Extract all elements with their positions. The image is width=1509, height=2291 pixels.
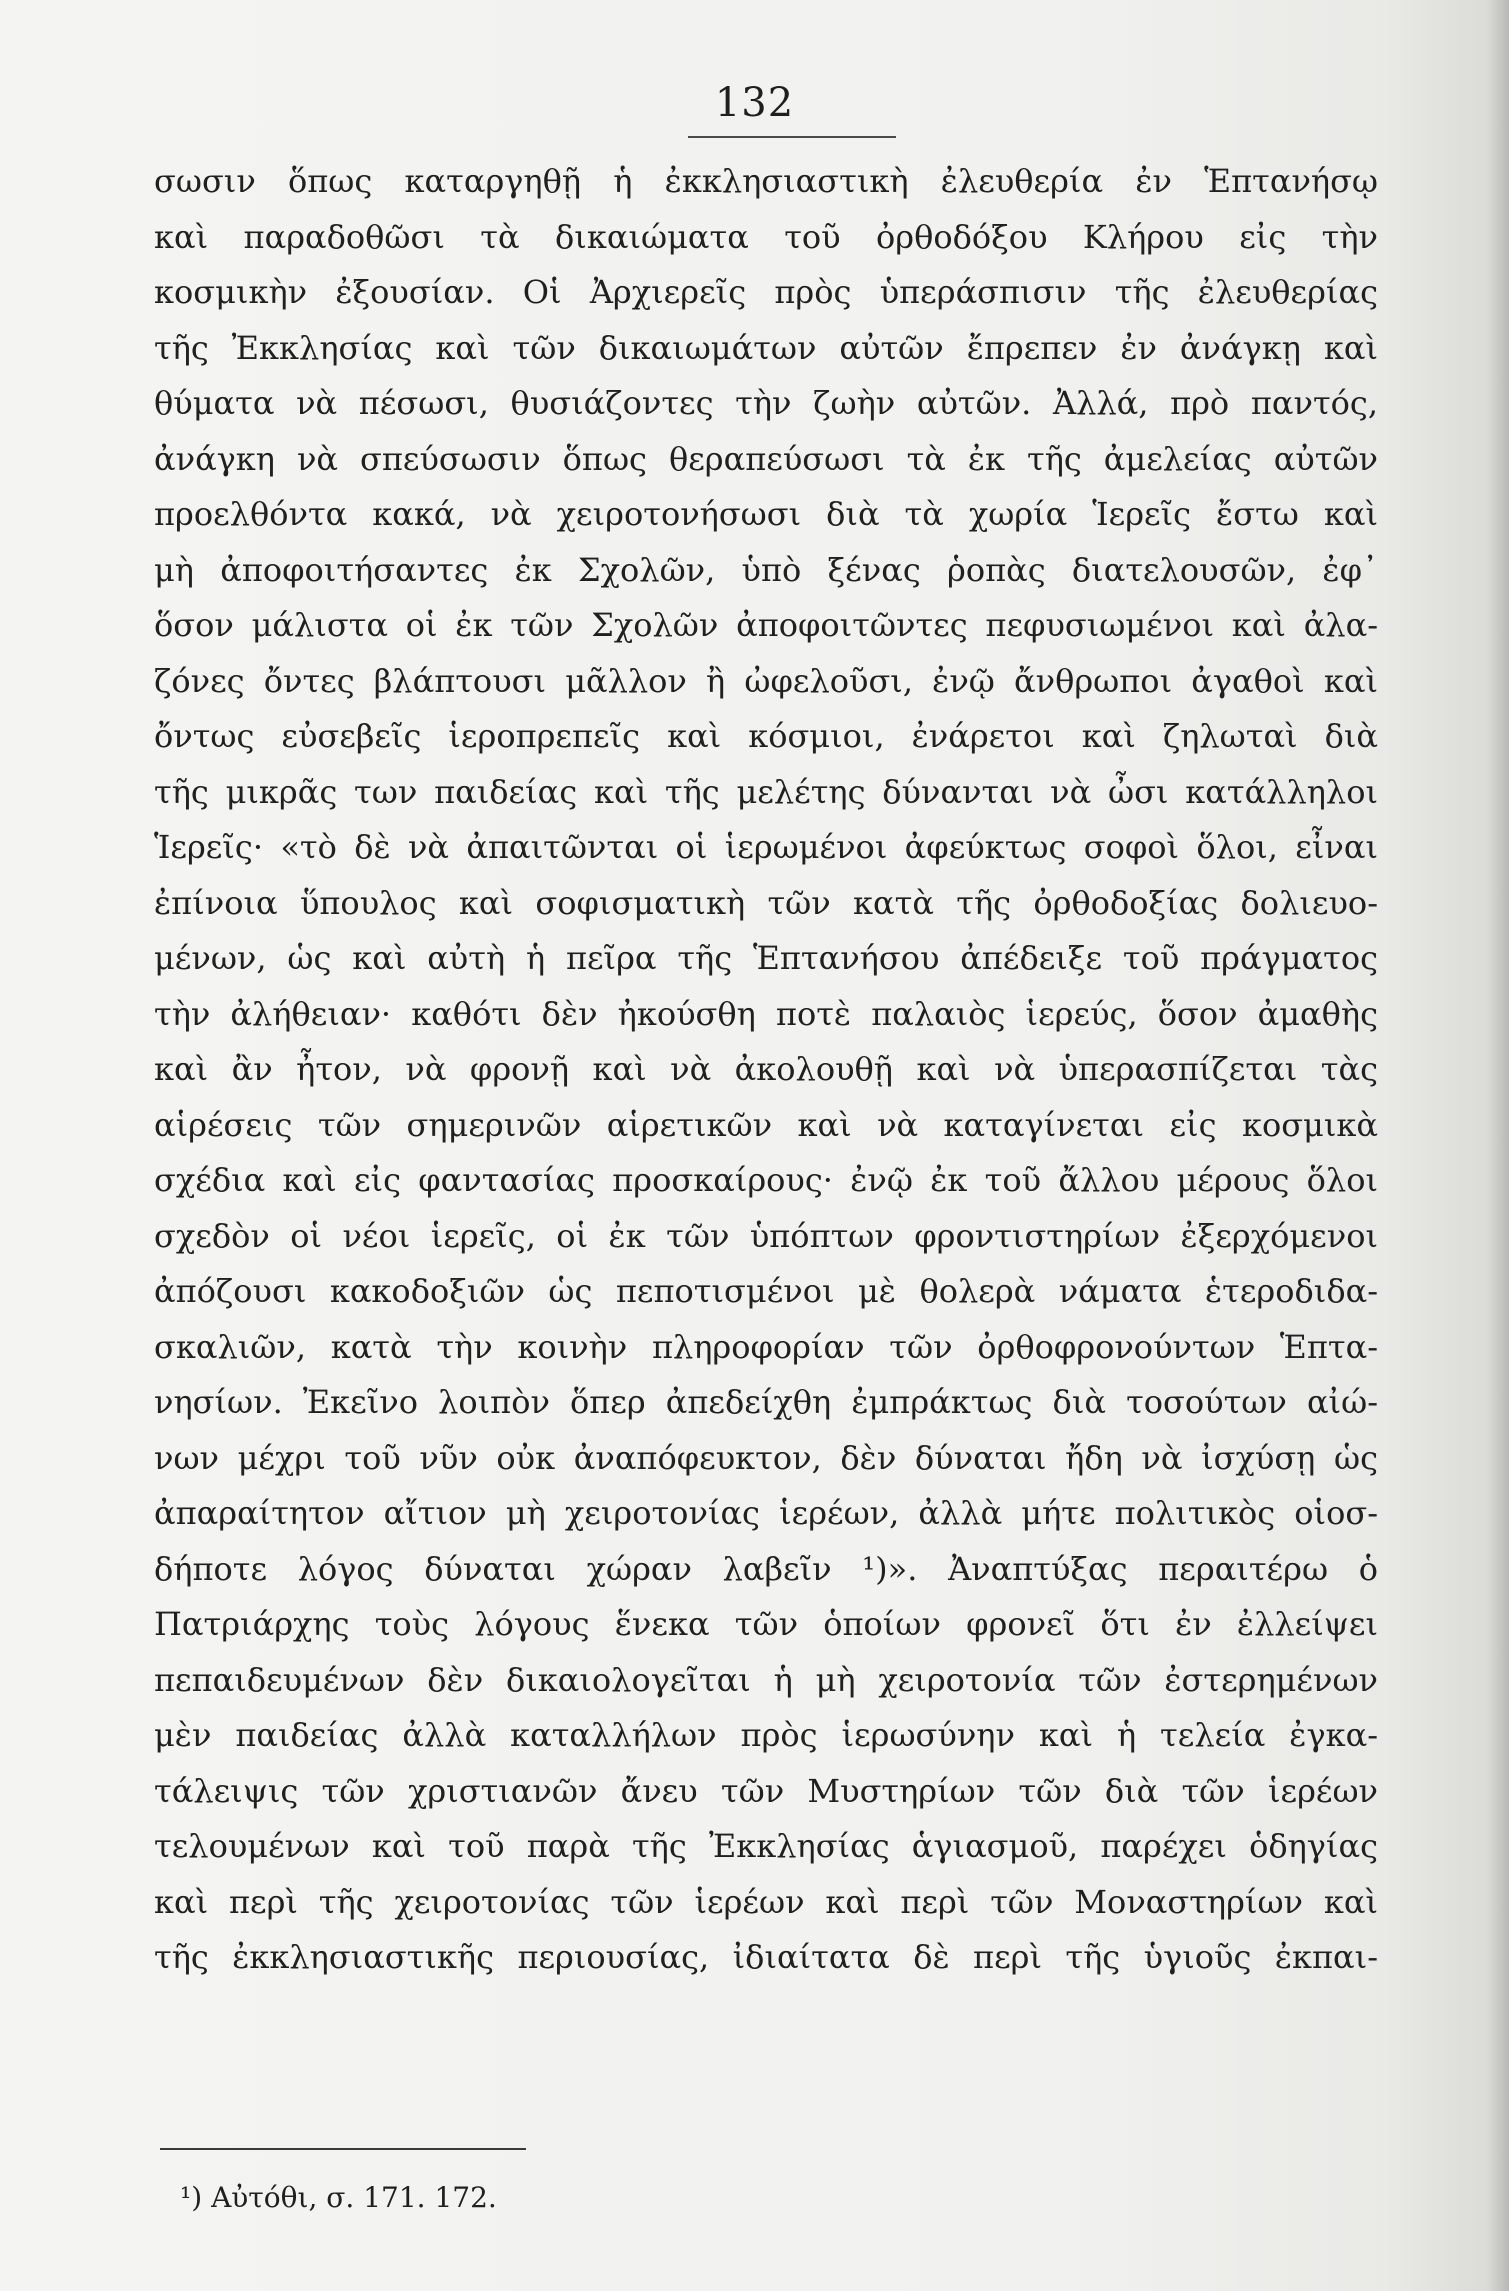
text-line: τῆς Ἐκκλησίας καὶ τῶν δικαιωμάτων αὐτῶν ἔπρεπεν ἐν ἀνάγκῃ καὶ <box>154 328 1378 367</box>
page-edge-shadow <box>1487 0 1509 2291</box>
text-line: καὶ περὶ τῆς χειροτονίας τῶν ἱερέων καὶ περὶ τῶν Μοναστηρίων καὶ <box>154 1882 1378 1921</box>
text-line: πεπαιδευμένων δὲν δικαιολογεῖται ἡ μὴ χειροτονία τῶν ἐστερημένων <box>154 1660 1378 1699</box>
body-text <box>154 154 1378 1986</box>
text-line: τῆς ἐκκλησιαστικῆς περιουσίας, ἰδιαίτατα δὲ περὶ τῆς ὑγιοῦς ἐκπαι- <box>154 1938 1378 1976</box>
text-line: ἀνάγκη νὰ σπεύσωσιν ὅπως θεραπεύσωσι τὰ ἐκ τῆς ἀμελείας αὐτῶν <box>154 439 1378 478</box>
text-line: δήποτε λόγος δύναται χώραν λαβεῖν ¹)». Ἀναπτύξας περαιτέρω ὁ <box>154 1549 1378 1588</box>
text-line: τάλειψις τῶν χριστιανῶν ἄνευ τῶν Μυστηρίων τῶν διὰ τῶν ἱερέων <box>154 1771 1378 1810</box>
text-line: ἀπόζουσι κακοδοξιῶν ὡς πεποτισμένοι μὲ θολερὰ νάματα ἑτεροδιδα- <box>154 1272 1378 1310</box>
text-line: αἱρέσεις τῶν σημερινῶν αἱρετικῶν καὶ νὰ καταγίνεται εἰς κοσμικὰ <box>154 1105 1378 1144</box>
text-line: κοσμικὴν ἐξουσίαν. Οἱ Ἀρχιερεῖς πρὸς ὑπεράσπισιν τῆς ἐλευθερίας <box>154 273 1378 311</box>
footnote-marker: ¹) <box>180 2181 203 2214</box>
footnote-rule <box>160 2148 526 2150</box>
text-line: ὄντως εὐσεβεῖς ἱεροπρεπεῖς καὶ κόσμιοι, ἐνάρετοι καὶ ζηλωταὶ διὰ <box>154 717 1378 755</box>
text-line: ὅσον μάλιστα οἱ ἐκ τῶν Σχολῶν ἀποφοιτῶντες πεφυσιωμένοι καὶ ἀλα- <box>154 606 1378 644</box>
text-line: καὶ ἂν ἦτον, νὰ φρονῇ καὶ νὰ ἀκολουθῇ καὶ νὰ ὑπερασπίζεται τὰς <box>154 1050 1378 1088</box>
text-line: σκαλιῶν, κατὰ τὴν κοινὴν πληροφορίαν τῶν ὀρθοφρονούντων Ἑπτα- <box>154 1327 1378 1366</box>
footnote-text: Αὐτόθι, σ. 171. 172. <box>211 2181 497 2214</box>
text-line: Πατριάρχης τοὺς λόγους ἕνεκα τῶν ὁποίων φρονεῖ ὅτι ἐν ἐλλείψει <box>154 1605 1378 1643</box>
text-line: νων μέχρι τοῦ νῦν οὐκ ἀναπόφευκτον, δὲν δύναται ἤδη νὰ ἰσχύσῃ ὡς <box>154 1438 1378 1477</box>
text-line: τελουμένων καὶ τοῦ παρὰ τῆς Ἐκκλησίας ἁγιασμοῦ, παρέχει ὁδηγίας <box>154 1827 1378 1865</box>
text-line: τῆς μικρᾶς των παιδείας καὶ τῆς μελέτης δύνανται νὰ ὦσι κατάλληλοι <box>154 772 1378 811</box>
text-line: τὴν ἀλήθειαν· καθότι δὲν ἠκούσθη ποτὲ παλαιὸς ἱερεύς, ὅσον ἀμαθὴς <box>154 994 1378 1033</box>
text-line: σχέδια καὶ εἰς φαντασίας προσκαίρους· ἐνῷ ἐκ τοῦ ἄλλου μέρους ὅλοι <box>154 1161 1378 1199</box>
text-line: ἐπίνοια ὕπουλος καὶ σοφισματικὴ τῶν κατὰ τῆς ὀρθοδοξίας δολιευο- <box>154 883 1378 922</box>
text-line: προελθόντα κακά, νὰ χειροτονήσωσι διὰ τὰ χωρία Ἱερεῖς ἔστω καὶ <box>154 495 1378 533</box>
text-line: ἀπαραίτητον αἴτιον μὴ χειροτονίας ἱερέων, ἀλλὰ μήτε πολιτικὸς οἱοσ- <box>154 1494 1378 1532</box>
text-line: ζόνες ὄντες βλάπτουσι μᾶλλον ἢ ὠφελοῦσι, ἐνῷ ἄνθρωποι ἀγαθοὶ καὶ <box>154 661 1378 700</box>
footnote <box>180 2178 497 2218</box>
text-line: μένων, ὡς καὶ αὐτὴ ἡ πεῖρα τῆς Ἑπτανήσου ἀπέδειξε τοῦ πράγματος <box>154 939 1378 977</box>
text-line: θύματα νὰ πέσωσι, θυσιάζοντες τὴν ζωὴν αὐτῶν. Ἀλλά, πρὸ παντός, <box>154 384 1378 422</box>
text-line: Ἱερεῖς· «τὸ δὲ νὰ ἀπαιτῶνται οἱ ἱερωμένοι ἀφεύκτως σοφοὶ ὅλοι, εἶναι <box>154 828 1378 866</box>
text-line: μὲν παιδείας ἀλλὰ καταλλήλων πρὸς ἱερωσύνην καὶ ἡ τελεία ἐγκα- <box>154 1716 1378 1754</box>
page-number: 132 <box>714 80 795 126</box>
text-line: νησίων. Ἐκεῖνο λοιπὸν ὅπερ ἀπεδείχθη ἐμπράκτως διὰ τοσούτων αἰώ- <box>154 1383 1378 1421</box>
page-number-rule <box>688 136 896 138</box>
text-line: μὴ ἀποφοιτήσαντες ἐκ Σχολῶν, ὑπὸ ξένας ῥοπὰς διατελουσῶν, ἐφ᾽ <box>154 550 1378 589</box>
text-line: σχεδὸν οἱ νέοι ἱερεῖς, οἱ ἐκ τῶν ὑπόπτων φροντιστηρίων ἐξερχόμενοι <box>154 1216 1378 1255</box>
text-line: καὶ παραδοθῶσι τὰ δικαιώματα τοῦ ὀρθοδόξου Κλήρου εἰς τὴν <box>154 217 1378 256</box>
text-line: σωσιν ὅπως καταργηθῇ ἡ ἐκκλησιαστικὴ ἐλευθερία ἐν Ἑπτανήσῳ <box>154 162 1378 200</box>
